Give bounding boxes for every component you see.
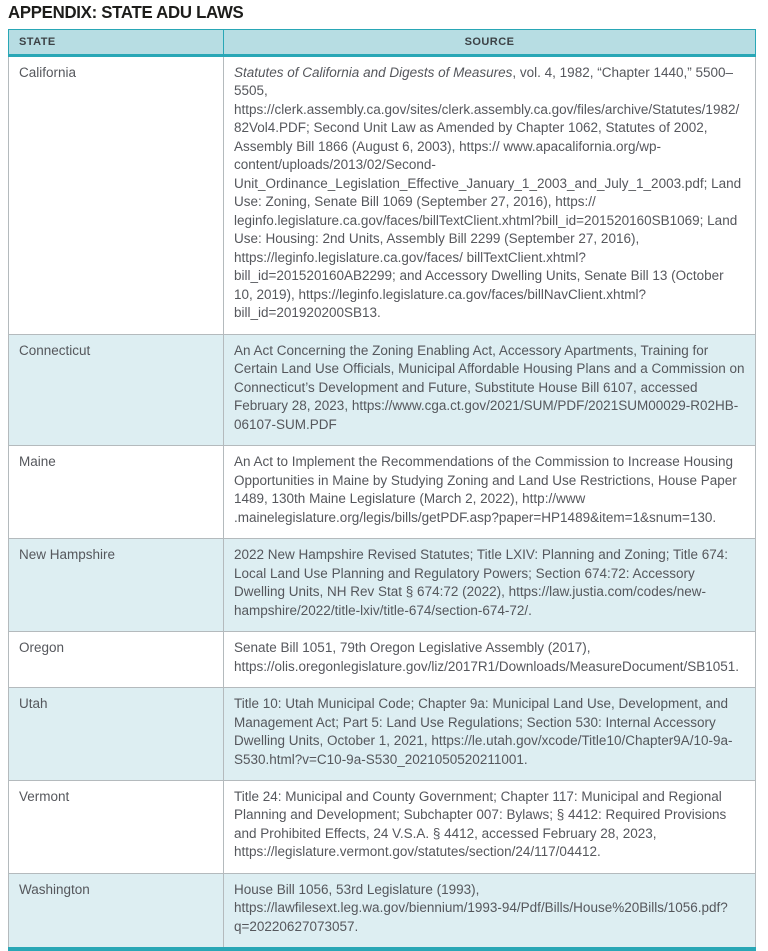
state-cell: California <box>9 56 224 335</box>
state-cell: Maine <box>9 446 224 539</box>
source-cell: Senate Bill 1051, 79th Oregon Legislative Assembly (2017), https://olis.oregonlegislature.gov/liz/2017R1/Downloads/MeasureDocument/SB1051. <box>224 632 756 688</box>
source-title-italic: Statutes of California and Digests of Measures <box>234 65 513 80</box>
state-adu-laws-table <box>8 29 756 951</box>
table-body <box>9 56 756 950</box>
state-cell: Washington <box>9 873 224 949</box>
table-row <box>9 780 756 873</box>
table-header <box>9 30 756 56</box>
state-cell: Oregon <box>9 632 224 688</box>
source-cell: Title 24: Municipal and County Government; Chapter 117: Municipal and Regional Planning and Development; Subchapter 007: Bylaws; § 4412: Required Provisions and Prohibited Effects, 24 V.S.A. § 4412, accessed February 28, 2023, https://legislature.vermont.gov/statutes/section/24/117/04412. <box>224 780 756 873</box>
table-row <box>9 446 756 539</box>
state-cell: Vermont <box>9 780 224 873</box>
header-row <box>9 30 756 56</box>
source-cell: 2022 New Hampshire Revised Statutes; Title LXIV: Planning and Zoning; Title 674: Local Land Use Planning and Regulatory Powers; Section 674:72: Accessory Dwelling Units, NH Rev Stat § 674:72 (2022), https://law.justia.com/codes/new-hampshire/2022/title-lxiv/title-674/section-674-72/. <box>224 539 756 632</box>
source-cell: House Bill 1056, 53rd Legislature (1993), https://lawfilesext.leg.wa.gov/biennium/1993-94/Pdf/Bills/House%20Bills/1056.pdf?q=20220627073057. <box>224 873 756 949</box>
source-cell: Title 10: Utah Municipal Code; Chapter 9a: Municipal Land Use, Development, and Management Act; Part 5: Land Use Regulations; Section 530: Internal Accessory Dwelling Units, October 1, 2021, https://le.utah.gov/xcode/Title10/Chapter9A/10-9a-S530.html?v=C10-9a-S530_2021050520211001. <box>224 688 756 781</box>
page-title: APPENDIX: STATE ADU LAWS <box>8 2 244 22</box>
table-row <box>9 632 756 688</box>
table-row <box>9 334 756 445</box>
table-row <box>9 56 756 335</box>
source-cell: An Act Concerning the Zoning Enabling Act, Accessory Apartments, Training for Certain Land Use Officials, Municipal Affordable Housing Plans and a Commission on Connecticut’s Development and Future, Substitute House Bill 6107, accessed February 28, 2023, https://www.cga.ct.gov/2021/SUM/PDF/2021SUM00029-R02HB-06107-SUM.PDF <box>224 334 756 445</box>
state-cell: New Hampshire <box>9 539 224 632</box>
table-row <box>9 688 756 781</box>
column-header-source: SOURCE <box>224 30 756 56</box>
state-cell: Utah <box>9 688 224 781</box>
table-row <box>9 539 756 632</box>
state-cell: Connecticut <box>9 334 224 445</box>
source-cell: An Act to Implement the Recommendations of the Commission to Increase Housing Opportunities in Maine by Studying Zoning and Land Use Restrictions, House Paper 1489, 130th Maine Legislature (March 2, 2022), http://www .mainelegislature.org/legis/bills/getPDF.asp?paper=HP1489&item=1&snum=130. <box>224 446 756 539</box>
source-cell: Statutes of California and Digests of Measures, vol. 4, 1982, “Chapter 1440,” 5500–5505, https://clerk.assembly.ca.gov/sites/clerk.assembly.ca.gov/files/archive/Statutes/1982/82Vol4.PDF; Second Unit Law as Amended by Chapter 1062, Statutes of 2002, Assembly Bill 1866 (August 6, 2003), https:// www.apacalifornia.org/wp-content/uploads/2013/02/Second-Unit_Ordinance_Legislation_Effective_January_1_2003_and_July_1_2003.pdf; Land Use: Zoning, Senate Bill 1069 (September 27, 2016), https:// leginfo.legislature.ca.gov/faces/billTextClient.xhtml?bill_id=201520160SB1069; Land Use: Housing: 2nd Units, Assembly Bill 2299 (September 27, 2016), https://leginfo.legislature.ca.gov/faces/ billTextClient.xhtml?bill_id=201520160AB2299; and Accessory Dwelling Units, Senate Bill 13 (October 10, 2019), https://leginfo.legislature.ca.gov/faces/billNavClient.xhtml?bill_id=201920200SB13. <box>234 65 742 321</box>
table-row <box>9 873 756 949</box>
column-header-state: STATE <box>9 30 224 56</box>
